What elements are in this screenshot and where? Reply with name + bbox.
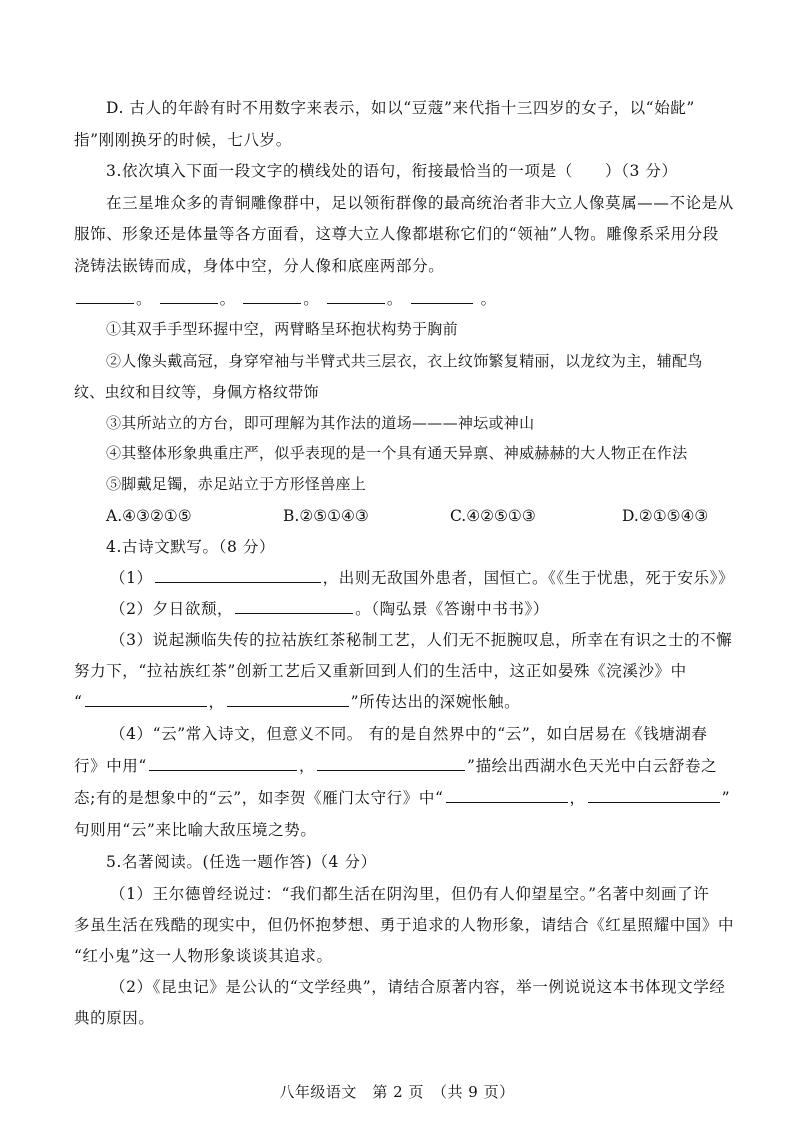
- q3-item-4: ④其整体形象典重庄严，似乎表现的是一个具有通天异禀、神威赫赫的大人物正在作法: [106, 444, 688, 462]
- q4-sub4-blank-1[interactable]: [149, 756, 297, 771]
- q4-sub2-blank[interactable]: [235, 599, 353, 614]
- q4-sub4-text: 行》中用“: [74, 757, 147, 775]
- q5-sub2-line1: （2）《昆虫记》是公认的“文学经典”，请结合原著内容，举一例说说这本书体现文学经: [110, 978, 726, 996]
- q4-sub4-text: ”描绘出西湖水色天光中白云舒卷之: [467, 757, 718, 775]
- q4-sub3-blank-2[interactable]: [227, 692, 349, 707]
- q4-sub1-label: （1）: [110, 569, 153, 587]
- q4-sub4-blank-4[interactable]: [588, 788, 720, 803]
- q3-item-2-line1: ②人像头戴高冠，身穿窄袖与半臂式共三层衣，衣上纹饰繁复精丽，以龙纹为主，辅配鸟: [106, 352, 703, 370]
- q4-sub1-text: ，出则无敌国外患者，国恒亡。《《生于忧患，死于安乐》》: [322, 569, 735, 587]
- q4-sub2-source: 。（陶弘景《答谢中书书》）: [355, 600, 549, 618]
- q4-sub2-text: （2）夕日欲颓，: [110, 600, 234, 618]
- q5-sub1-line1: （1）王尔德曾经说过：“我们都生活在阴沟里，但仍有人仰望星空。”名著中刻画了许: [110, 885, 710, 903]
- q4-sub3-line3: [74, 692, 520, 712]
- q4-sub4-text: 态;有的是想象中的“云”，如李贺《雁门太守行》中“: [74, 789, 444, 807]
- q3-passage-line2: 服饰、形象还是体量等各方面看，这尊大立人像都堪称它们的“领袖”人物。雕像系采用分段: [74, 225, 719, 243]
- q3-blank-4[interactable]: [327, 289, 385, 304]
- q2-option-d-line1: D. 古人的年龄有时不用数字来表示，如以“豆蔻”来代指十三四岁的女子，以“始龀”: [106, 99, 695, 117]
- q3-blank-2[interactable]: [160, 289, 218, 304]
- q3-option-d[interactable]: D.②①⑤④③: [622, 507, 709, 525]
- q3-passage-line3: 浇铸法嵌铸而成，身体中空，分人像和底座两部分。: [74, 257, 445, 275]
- quote-close: ”: [721, 789, 731, 807]
- q3-option-a[interactable]: A.④③②①⑤: [106, 507, 192, 525]
- q4-sub3-line1: （3）说起濒临失传的拉祜族红茶秘制工艺，人们无不扼腕叹息，所幸在有识之士的不懈: [110, 631, 733, 649]
- blank-separator: 。: [303, 290, 320, 308]
- q4-sub4-line3: [74, 788, 730, 808]
- q3-blank-5[interactable]: [411, 289, 473, 304]
- blank-separator: 。: [386, 290, 404, 308]
- q3-item-5: ⑤脚戴足镯，赤足站立于方形怪兽座上: [106, 475, 367, 493]
- q4-stem: 4.古诗文默写。（8 分）: [106, 538, 276, 556]
- q4-sub3-blank-1[interactable]: [85, 692, 207, 707]
- q2-option-d-line2: 指”刚刚换牙的时候，七八岁。: [74, 131, 292, 149]
- q5-stem: 5.名著阅读。(任选一题作答)（4 分）: [106, 853, 377, 871]
- comma: ，: [569, 789, 586, 807]
- q4-sub4-line1: （4）“云”常入诗文，但意义不同。 有的是自然界中的“云”，如白居易在《钱塘湖春: [110, 725, 708, 743]
- q3-item-2-line2: 纹、虫纹和目纹等，身佩方格纹带饰: [74, 383, 319, 401]
- q4-sub1-blank[interactable]: [155, 568, 321, 583]
- q4-sub4-line4: 句则用“云”来比喻大敌压境之势。: [74, 821, 317, 839]
- blank-separator: 。: [136, 290, 153, 308]
- blank-separator: 。: [480, 290, 497, 308]
- q3-blank-1[interactable]: [76, 289, 134, 304]
- q3-stem: 3.依次填入下面一段文字的横线处的语句，衔接最恰当的一项是（ ）（3 分）: [106, 162, 678, 180]
- q3-blank-row: [74, 289, 497, 309]
- q3-option-c[interactable]: C.④②⑤①③: [450, 507, 536, 525]
- q4-sub3-line2: 努力下，“拉祜族红茶”创新工艺后又重新回到人们的生活中，这正如晏殊《浣溪沙》中: [74, 662, 687, 680]
- q3-item-1: ①其双手手型环握中空，两臂略呈环抱状构势于胸前: [106, 320, 458, 338]
- quote-open: “: [74, 693, 83, 711]
- q4-sub4-blank-3[interactable]: [446, 788, 568, 803]
- q4-sub2: [110, 599, 549, 619]
- blank-separator: 。: [219, 290, 236, 308]
- q3-passage-line1: 在三星堆众多的青铜雕像群中，足以领衔群像的最高统治者非大立人像莫属——不论是从: [106, 194, 734, 212]
- q4-sub4-line2: [74, 756, 717, 776]
- q5-sub1-line3: “红小鬼”这一人物形象谈谈其追求。: [74, 947, 333, 965]
- q5-sub2-line2: 典的原因。: [74, 1009, 155, 1027]
- comma: ，: [208, 693, 225, 711]
- comma: ，: [298, 757, 316, 775]
- q5-sub1-line2: 多虽生活在残酷的现实中，但仍怀抱梦想、勇于追求的人物形象，请结合《红星照耀中国》中: [74, 916, 735, 934]
- q4-sub1: [110, 568, 734, 588]
- q3-option-b[interactable]: B.②⑤①④③: [283, 507, 369, 525]
- q3-item-3: ③其所站立的方台，即可理解为其作法的道场———神坛或神山: [106, 414, 535, 432]
- q3-blank-3[interactable]: [243, 289, 301, 304]
- q4-sub3-text: ”所传达出的深婉怅触。: [350, 693, 521, 711]
- page-footer: 八年级语文 第 2 页 （共 9 页）: [279, 1083, 515, 1101]
- q4-sub4-blank-2[interactable]: [317, 756, 465, 771]
